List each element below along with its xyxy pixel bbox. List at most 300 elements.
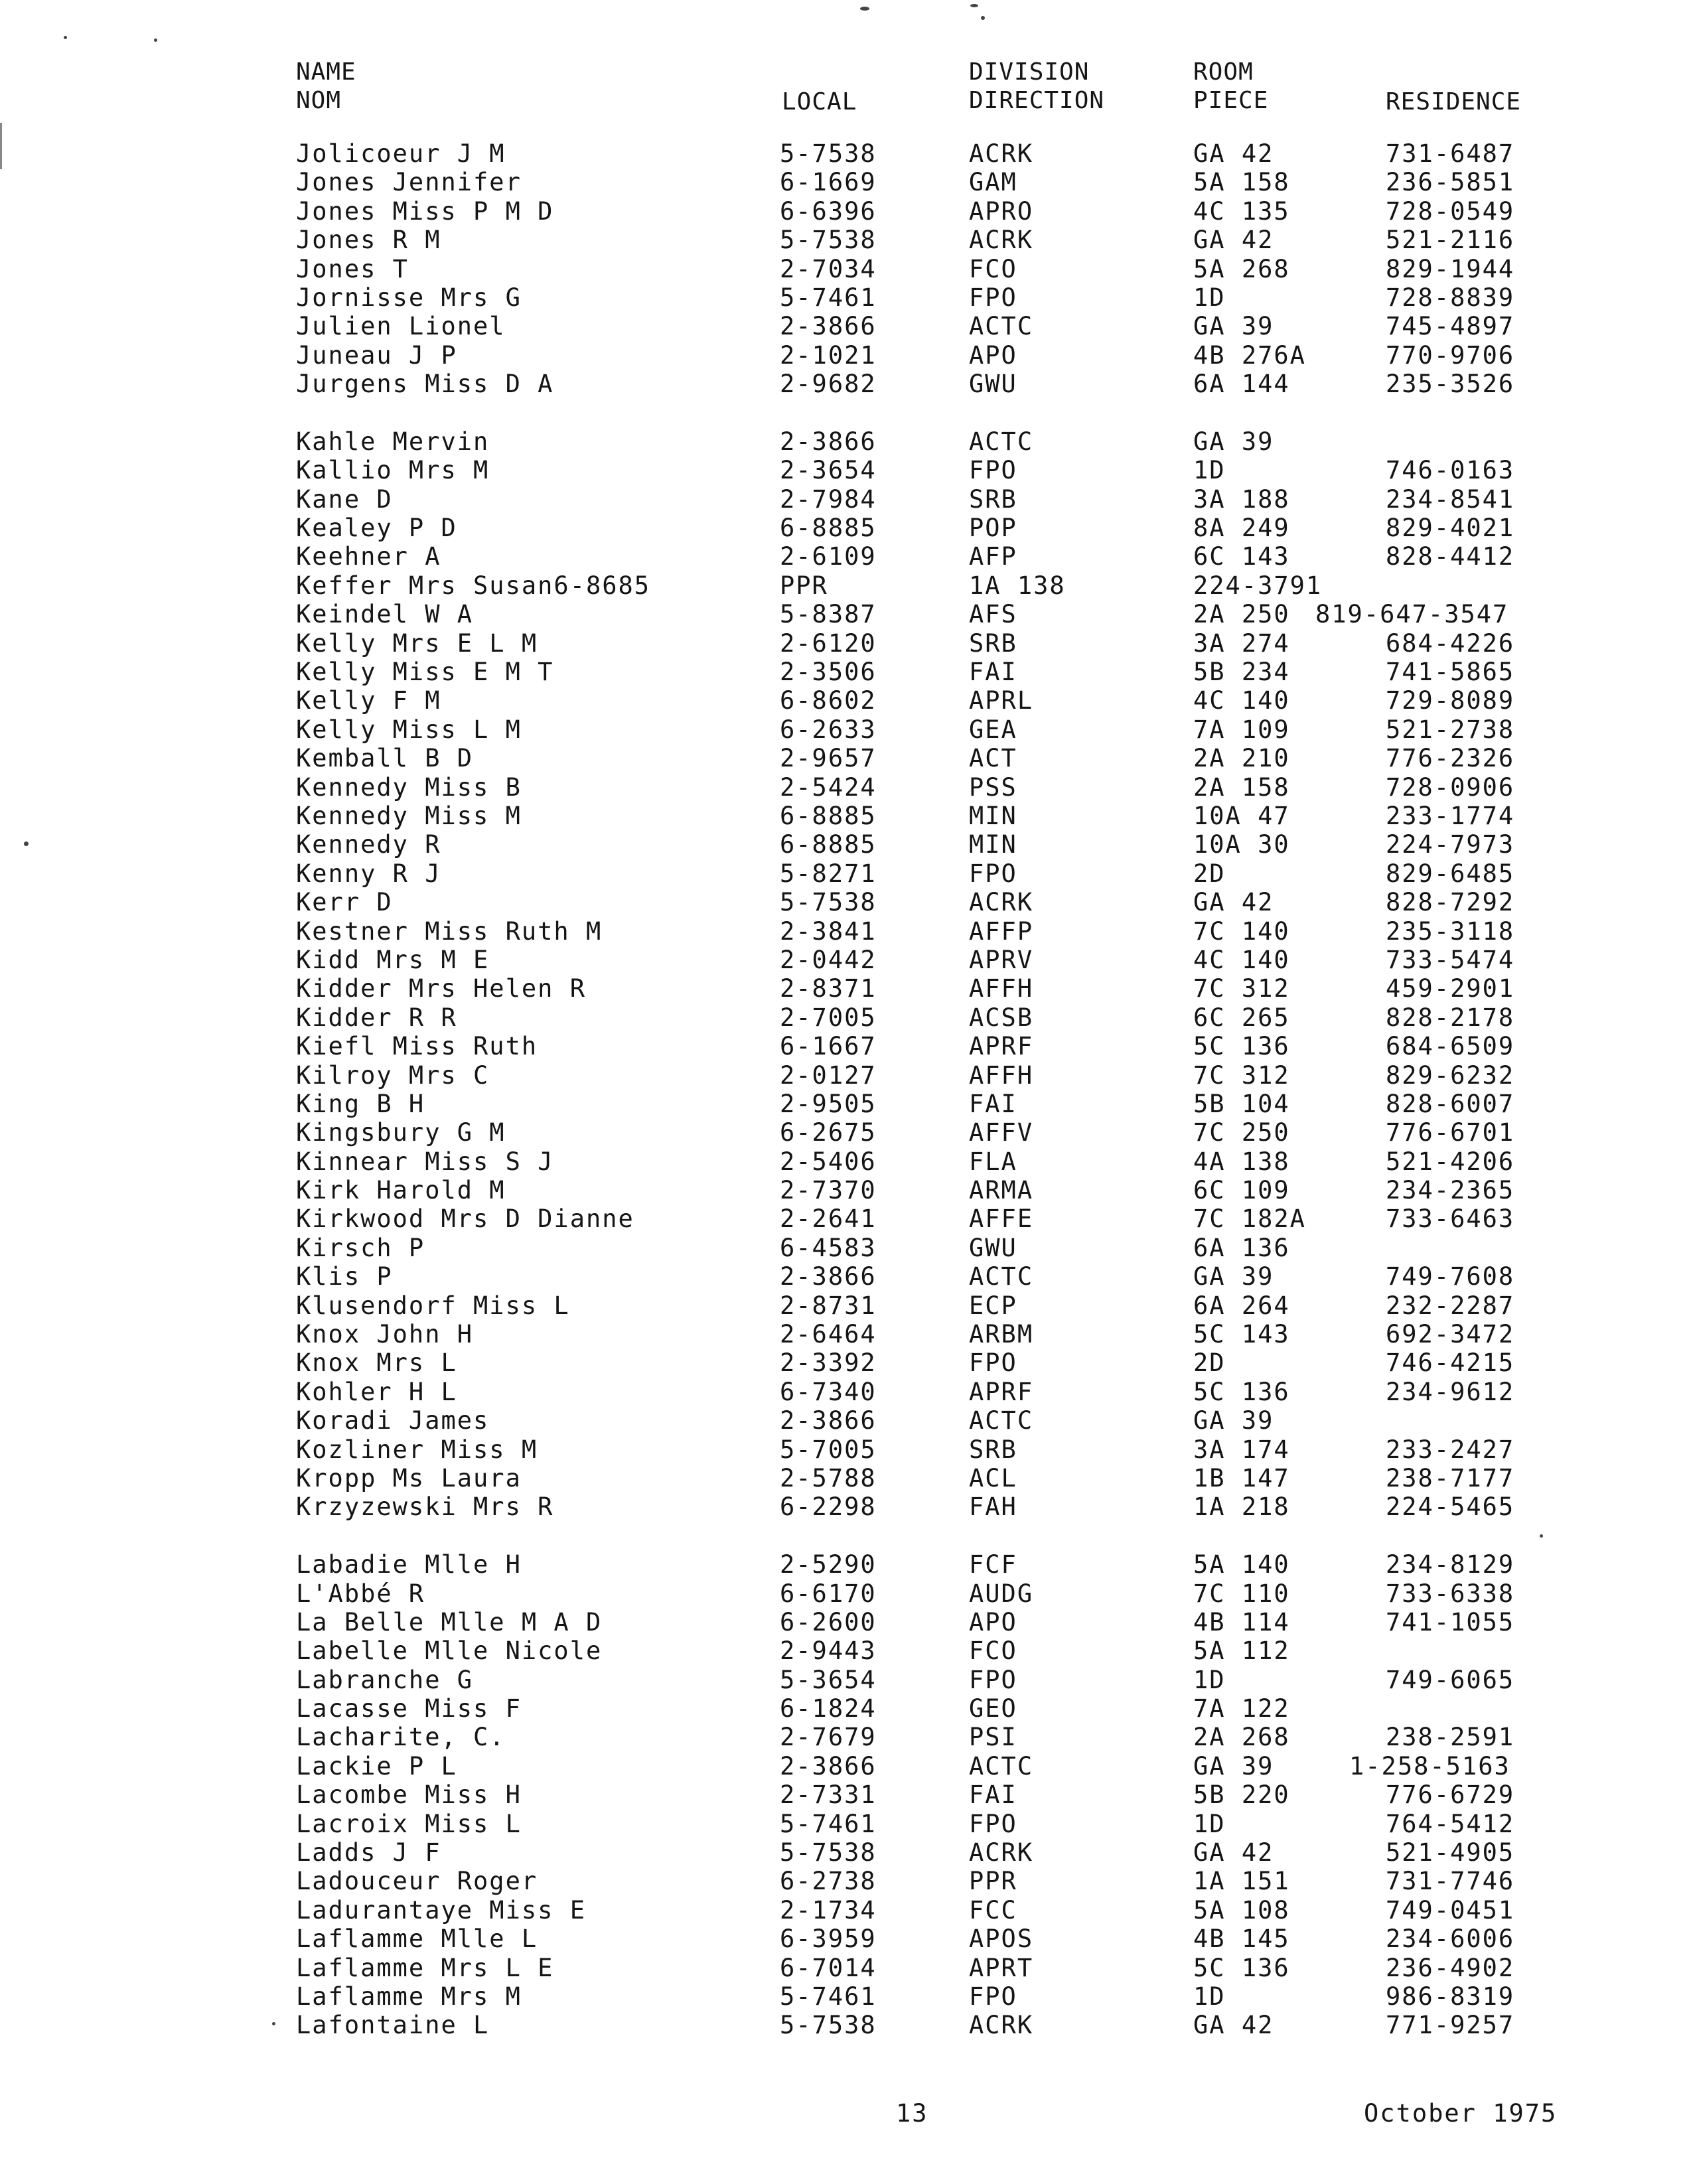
entry-residence: 232-2287 <box>1386 1291 1515 1320</box>
entry-residence: 234-2365 <box>1386 1176 1515 1205</box>
entry-division: AFP <box>969 542 1017 571</box>
entry-local: 6-7340 <box>780 1377 877 1406</box>
entry-residence: 235-3526 <box>1386 370 1515 399</box>
entry-division: GAM <box>969 168 1017 197</box>
entry-room: 7A 109 <box>1193 715 1290 744</box>
entry-residence: 829-1944 <box>1386 254 1515 283</box>
directory-row <box>0 1810 1687 1838</box>
entry-division: SRB <box>969 628 1017 658</box>
entry-local: 5-8271 <box>780 859 877 888</box>
entry-residence: 771-9257 <box>1386 2011 1515 2040</box>
header-division-fr: DIRECTION <box>969 87 1105 114</box>
directory-row <box>0 744 1687 772</box>
entry-local: 2-9682 <box>780 370 877 399</box>
entry-name: Jones T <box>296 254 409 283</box>
entry-division: FLA <box>969 1147 1017 1176</box>
entry-room: 4C 140 <box>1193 686 1290 715</box>
entry-residence: 828-6007 <box>1386 1089 1515 1118</box>
entry-name: Kinnear Miss S J <box>296 1147 554 1176</box>
entry-residence: 233-1774 <box>1386 801 1515 830</box>
entry-division: FAI <box>969 658 1017 687</box>
entry-name: Lacombe Miss H <box>296 1781 522 1810</box>
entry-division: ACTC <box>969 427 1034 456</box>
entry-local: 2-7005 <box>780 1003 877 1032</box>
entry-residence: 692-3472 <box>1386 1320 1515 1349</box>
entry-residence: 234-9612 <box>1386 1377 1515 1406</box>
header-residence: RESIDENCE <box>1386 88 1522 115</box>
entry-name: L'Abbé R <box>296 1579 425 1608</box>
entry-local: 2-3866 <box>780 312 877 341</box>
entry-residence: 819-647-3547 <box>1315 600 1509 629</box>
entry-room: 6C 265 <box>1193 1003 1290 1032</box>
entry-division: ACT <box>969 744 1017 773</box>
directory-row <box>0 1176 1687 1204</box>
entry-name: Jurgens Miss D A <box>296 370 554 399</box>
entry-room: 2A 158 <box>1193 772 1290 802</box>
entry-room: 1B 147 <box>1193 1463 1290 1492</box>
scan-edge-mark <box>0 123 2 169</box>
entry-local: 2-0442 <box>780 945 877 974</box>
entry-room: 7C 312 <box>1193 1060 1290 1090</box>
entry-residence: 746-0163 <box>1386 456 1515 485</box>
directory-row <box>0 168 1687 196</box>
entry-residence: 828-7292 <box>1386 888 1515 917</box>
entry-name: Keffer Mrs Susan6-8685 <box>296 571 651 600</box>
entry-division: FAI <box>969 1089 1017 1118</box>
entry-room: 8A 249 <box>1193 514 1290 543</box>
entry-local: 6-8885 <box>780 830 877 859</box>
entry-local: 2-8371 <box>780 974 877 1003</box>
entry-room: 1A 218 <box>1193 1492 1290 1522</box>
directory-row <box>0 542 1687 571</box>
directory-row <box>0 226 1687 254</box>
entry-residence: 233-2427 <box>1386 1435 1515 1464</box>
entry-name: Kozliner Miss M <box>296 1435 538 1464</box>
entry-local: 6-6170 <box>780 1579 877 1608</box>
entry-name: Krzyzewski Mrs R <box>296 1492 554 1522</box>
entry-name: Lacasse Miss F <box>296 1694 522 1723</box>
entry-name: Kerr D <box>296 888 393 917</box>
entry-division: ACRK <box>969 139 1034 168</box>
entry-residence: 745-4897 <box>1386 312 1515 341</box>
directory-list <box>0 139 1687 2040</box>
entry-local: 5-7461 <box>780 283 877 312</box>
entry-local: 5-7538 <box>780 2011 877 2040</box>
entry-name: Julien Lionel <box>296 312 506 341</box>
entry-room: 7C 182A <box>1193 1204 1306 1234</box>
entry-residence: 733-6463 <box>1386 1204 1515 1234</box>
entry-room: 2D <box>1193 859 1226 888</box>
entry-name: Lackie P L <box>296 1751 457 1781</box>
entry-residence: 1-258-5163 <box>1349 1751 1510 1781</box>
entry-room: GA 39 <box>1193 1262 1274 1291</box>
scan-speck <box>1540 1534 1543 1538</box>
entry-division: APRV <box>969 945 1034 974</box>
entry-division: FCO <box>969 1637 1017 1666</box>
scan-speck <box>860 7 869 11</box>
entry-residence: 234-8129 <box>1386 1550 1515 1579</box>
entry-name: Koradi James <box>296 1406 490 1435</box>
scan-speck <box>24 841 29 846</box>
entry-room: 7C 140 <box>1193 916 1290 946</box>
directory-row <box>0 1348 1687 1377</box>
entry-name: Ladouceur Roger <box>296 1867 538 1896</box>
entry-local: 2-3866 <box>780 1262 877 1291</box>
entry-residence: 236-5851 <box>1386 168 1515 197</box>
entry-room: GA 42 <box>1193 2011 1274 2040</box>
entry-residence: 728-0549 <box>1386 196 1515 226</box>
entry-local: 2-8731 <box>780 1291 877 1320</box>
entry-division: ARBM <box>969 1320 1034 1349</box>
entry-residence: 776-6729 <box>1386 1781 1515 1810</box>
entry-residence: 749-7608 <box>1386 1262 1515 1291</box>
entry-division: FCC <box>969 1895 1017 1925</box>
entry-residence: 234-8541 <box>1386 484 1515 514</box>
directory-row <box>0 830 1687 859</box>
directory-row <box>0 571 1687 600</box>
entry-local: 6-2633 <box>780 715 877 744</box>
entry-local: 2-5788 <box>780 1463 877 1492</box>
entry-division: MIN <box>969 830 1017 859</box>
group-spacer <box>0 1522 1687 1550</box>
entry-division: FPO <box>969 859 1017 888</box>
header-room-fr: PIECE <box>1193 87 1269 114</box>
directory-row <box>0 139 1687 168</box>
directory-row <box>0 1032 1687 1060</box>
entry-room: 3A 274 <box>1193 628 1290 658</box>
entry-local: 5-7461 <box>780 1982 877 2011</box>
entry-division: ACL <box>969 1463 1017 1492</box>
entry-division: APRO <box>969 196 1034 226</box>
directory-row <box>0 456 1687 484</box>
entry-local: 6-6396 <box>780 196 877 226</box>
entry-local: 2-3392 <box>780 1348 877 1378</box>
directory-row <box>0 1752 1687 1781</box>
directory-row <box>0 686 1687 715</box>
entry-local: 6-2298 <box>780 1492 877 1522</box>
entry-residence: 521-2738 <box>1386 715 1515 744</box>
entry-division: PPR <box>969 1867 1017 1896</box>
directory-row <box>0 370 1687 398</box>
entry-local: 5-8387 <box>780 600 877 629</box>
entry-division: MIN <box>969 801 1017 830</box>
entry-local: 2-7370 <box>780 1176 877 1205</box>
entry-division: AFFV <box>969 1118 1034 1147</box>
entry-local: 6-2675 <box>780 1118 877 1147</box>
entry-residence: 764-5412 <box>1386 1809 1515 1838</box>
entry-room: GA 42 <box>1193 1838 1274 1867</box>
entry-local: 6-1667 <box>780 1032 877 1061</box>
entry-room: 1D <box>1193 1665 1226 1694</box>
directory-row <box>0 1147 1687 1176</box>
entry-residence: 770-9706 <box>1386 340 1515 370</box>
directory-row <box>0 1291 1687 1320</box>
entry-residence: 728-8839 <box>1386 283 1515 312</box>
entry-residence: 728-0906 <box>1386 772 1515 802</box>
entry-name: Kahle Mervin <box>296 427 490 456</box>
entry-division: GWU <box>969 370 1017 399</box>
directory-row <box>0 255 1687 283</box>
entry-residence: 731-7746 <box>1386 1867 1515 1896</box>
entry-division: ACTC <box>969 312 1034 341</box>
entry-room: 2A 210 <box>1193 744 1290 773</box>
entry-room: 4B 276A <box>1193 340 1306 370</box>
entry-room: 7C 250 <box>1193 1118 1290 1147</box>
entry-division: ACTC <box>969 1406 1034 1435</box>
entry-name: Kelly F M <box>296 686 441 715</box>
entry-local: 2-1021 <box>780 340 877 370</box>
entry-residence: 986-8319 <box>1386 1982 1515 2011</box>
entry-local: 2-2641 <box>780 1204 877 1234</box>
entry-residence: 224-5465 <box>1386 1492 1515 1522</box>
directory-row <box>0 1550 1687 1579</box>
entry-division: AFFP <box>969 916 1034 946</box>
entry-room: 4B 145 <box>1193 1925 1290 1954</box>
entry-room: 7A 122 <box>1193 1694 1290 1723</box>
directory-row <box>0 917 1687 946</box>
entry-local: 2-7034 <box>780 254 877 283</box>
entry-division: ARMA <box>969 1176 1034 1205</box>
entry-name: Knox John H <box>296 1320 474 1349</box>
entry-local: 6-2600 <box>780 1607 877 1637</box>
entry-residence: 224-3791 <box>1193 571 1323 600</box>
entry-division: ACRK <box>969 1838 1034 1867</box>
entry-local: 2-7984 <box>780 484 877 514</box>
directory-row <box>0 1090 1687 1118</box>
directory-row <box>0 1982 1687 2011</box>
entry-local: 2-3866 <box>780 1406 877 1435</box>
entry-room: 1D <box>1193 456 1226 485</box>
entry-name: Lafontaine L <box>296 2011 490 2040</box>
entry-name: Labadie Mlle H <box>296 1550 522 1579</box>
entry-division: ACSB <box>969 1003 1034 1032</box>
entry-name: Kennedy R <box>296 830 441 859</box>
entry-local: 6-1824 <box>780 1694 877 1723</box>
directory-row <box>0 1204 1687 1233</box>
entry-name: Kealey P D <box>296 514 457 543</box>
entry-residence: 459-2901 <box>1386 974 1515 1003</box>
entry-residence: 235-3118 <box>1386 916 1515 946</box>
entry-division: GWU <box>969 1233 1017 1262</box>
entry-name: Labelle Mlle Nicole <box>296 1637 603 1666</box>
entry-division: FPO <box>969 1809 1017 1838</box>
header-name-en: NAME <box>296 58 356 86</box>
entry-residence: 746-4215 <box>1386 1348 1515 1378</box>
entry-residence: 829-4021 <box>1386 514 1515 543</box>
entry-name: Kennedy Miss B <box>296 772 522 802</box>
entry-name: Jornisse Mrs G <box>296 283 522 312</box>
entry-room: 5A 140 <box>1193 1550 1290 1579</box>
entry-name: Ladds J F <box>296 1838 441 1867</box>
entry-name: Kirkwood Mrs D Dianne <box>296 1204 634 1234</box>
directory-row <box>0 1954 1687 1982</box>
entry-name: Jones R M <box>296 226 441 255</box>
entry-name: Kallio Mrs M <box>296 456 490 485</box>
entry-local: 6-7014 <box>780 1953 877 1982</box>
directory-row <box>0 629 1687 658</box>
entry-name: Laflamme Mrs M <box>296 1982 522 2011</box>
entry-division: PPR <box>780 571 828 600</box>
entry-room: 6A 144 <box>1193 370 1290 399</box>
entry-local: 2-7679 <box>780 1723 877 1752</box>
entry-local: 5-7538 <box>780 226 877 255</box>
scan-speck <box>970 4 978 7</box>
entry-residence: 733-6338 <box>1386 1579 1515 1608</box>
entry-name: Klis P <box>296 1262 393 1291</box>
entry-local: 5-7538 <box>780 1838 877 1867</box>
entry-name: Kidder R R <box>296 1003 457 1032</box>
entry-local: 6-4583 <box>780 1233 877 1262</box>
entry-residence: 521-4206 <box>1386 1147 1515 1176</box>
entry-room: 6A 264 <box>1193 1291 1290 1320</box>
directory-row <box>0 1262 1687 1291</box>
directory-row <box>0 1579 1687 1608</box>
directory-row <box>0 1320 1687 1348</box>
entry-room: 5C 143 <box>1193 1320 1290 1349</box>
entry-division: AFFE <box>969 1204 1034 1234</box>
directory-row <box>0 1492 1687 1521</box>
entry-local: 2-1734 <box>780 1895 877 1925</box>
entry-division: ACRK <box>969 2011 1034 2040</box>
entry-room: 2A 250 <box>1193 600 1290 629</box>
entry-division: APOS <box>969 1925 1034 1954</box>
entry-division: FPO <box>969 1665 1017 1694</box>
entry-local: 5-7538 <box>780 888 877 917</box>
entry-division: PSI <box>969 1723 1017 1752</box>
entry-residence: 749-0451 <box>1386 1895 1515 1925</box>
entry-room: 1D <box>1193 283 1226 312</box>
entry-residence: 238-7177 <box>1386 1463 1515 1492</box>
entry-residence: 224-7973 <box>1386 830 1515 859</box>
entry-local: 2-9443 <box>780 1637 877 1666</box>
entry-division: APRT <box>969 1953 1034 1982</box>
entry-room: 1D <box>1193 1982 1226 2011</box>
entry-division: GEO <box>969 1694 1017 1723</box>
entry-room: 5A 112 <box>1193 1637 1290 1666</box>
entry-division: FAH <box>969 1492 1017 1522</box>
entry-name: Kemball B D <box>296 744 474 773</box>
entry-residence: 234-6006 <box>1386 1925 1515 1954</box>
entry-room: 2D <box>1193 1348 1226 1378</box>
entry-local: 5-3654 <box>780 1665 877 1694</box>
entry-local: 6-3959 <box>780 1925 877 1954</box>
directory-row <box>0 1464 1687 1492</box>
entry-division: AFFH <box>969 974 1034 1003</box>
entry-local: 2-6120 <box>780 628 877 658</box>
entry-division: FPO <box>969 1982 1017 2011</box>
entry-local: 2-5424 <box>780 772 877 802</box>
entry-residence: 776-2326 <box>1386 744 1515 773</box>
entry-name: King B H <box>296 1089 425 1118</box>
entry-room: GA 39 <box>1193 312 1274 341</box>
entry-division: APRL <box>969 686 1034 715</box>
entry-name: Laflamme Mrs L E <box>296 1953 554 1982</box>
entry-name: Jones Miss P M D <box>296 196 554 226</box>
entry-local: 6-1669 <box>780 168 877 197</box>
directory-row <box>0 1838 1687 1867</box>
entry-name: Lacharite, C. <box>296 1723 506 1752</box>
directory-row <box>0 600 1687 628</box>
directory-row <box>0 485 1687 514</box>
directory-row <box>0 1003 1687 1032</box>
entry-room: 6C 143 <box>1193 542 1290 571</box>
entry-room: 4C 135 <box>1193 196 1290 226</box>
directory-row <box>0 658 1687 686</box>
entry-local: 2-3654 <box>780 456 877 485</box>
directory-row <box>0 946 1687 974</box>
entry-room: 6A 136 <box>1193 1233 1290 1262</box>
scan-speck <box>154 38 157 42</box>
entry-division: APRF <box>969 1377 1034 1406</box>
directory-row <box>0 974 1687 1003</box>
directory-row <box>0 1406 1687 1435</box>
directory-row <box>0 1694 1687 1723</box>
entry-room: 7C 110 <box>1193 1579 1290 1608</box>
entry-division: FPO <box>969 283 1017 312</box>
entry-name: Kennedy Miss M <box>296 801 522 830</box>
directory-row <box>0 1061 1687 1090</box>
entry-local: 6-2738 <box>780 1867 877 1896</box>
directory-row <box>0 1637 1687 1665</box>
entry-division: APO <box>969 340 1017 370</box>
entry-name: Kidd Mrs M E <box>296 945 490 974</box>
directory-row <box>0 773 1687 802</box>
directory-row <box>0 1666 1687 1694</box>
entry-division: SRB <box>969 1435 1017 1464</box>
entry-name: Kohler H L <box>296 1377 457 1406</box>
entry-local: 2-3841 <box>780 916 877 946</box>
entry-division: PSS <box>969 772 1017 802</box>
header-local: LOCAL <box>782 88 857 115</box>
footer-date: October 1975 <box>1364 2099 1558 2128</box>
entry-room: 5C 136 <box>1193 1032 1290 1061</box>
entry-division: SRB <box>969 484 1017 514</box>
entry-local: 2-6109 <box>780 542 877 571</box>
scan-speck <box>272 2022 275 2025</box>
directory-row <box>0 802 1687 830</box>
entry-residence: 776-6701 <box>1386 1118 1515 1147</box>
entry-local: 2-5406 <box>780 1147 877 1176</box>
directory-row <box>0 283 1687 312</box>
entry-division: AFFH <box>969 1060 1034 1090</box>
entry-room: 5A 108 <box>1193 1895 1290 1925</box>
entry-division: ACTC <box>969 1262 1034 1291</box>
directory-row <box>0 1435 1687 1464</box>
entry-room: GA 39 <box>1193 1751 1274 1781</box>
directory-row <box>0 2011 1687 2039</box>
entry-residence: 749-6065 <box>1386 1665 1515 1694</box>
directory-row <box>0 514 1687 542</box>
entry-room: 4C 140 <box>1193 945 1290 974</box>
entry-division: ECP <box>969 1291 1017 1320</box>
entry-division: FPO <box>969 456 1017 485</box>
entry-room: 3A 174 <box>1193 1435 1290 1464</box>
entry-room: 5B 234 <box>1193 658 1290 687</box>
directory-row <box>0 888 1687 916</box>
entry-room: 5A 268 <box>1193 254 1290 283</box>
entry-room: GA 42 <box>1193 226 1274 255</box>
entry-name: Kirsch P <box>296 1233 425 1262</box>
entry-division: FAI <box>969 1781 1017 1810</box>
entry-residence: 238-2591 <box>1386 1723 1515 1752</box>
entry-residence: 828-2178 <box>1386 1003 1515 1032</box>
entry-name: Knox Mrs L <box>296 1348 457 1378</box>
entry-room: 1D <box>1193 1809 1226 1838</box>
directory-row <box>0 197 1687 226</box>
entry-name: Labranche G <box>296 1665 474 1694</box>
entry-local: 5-7538 <box>780 139 877 168</box>
entry-division: APO <box>969 1607 1017 1637</box>
